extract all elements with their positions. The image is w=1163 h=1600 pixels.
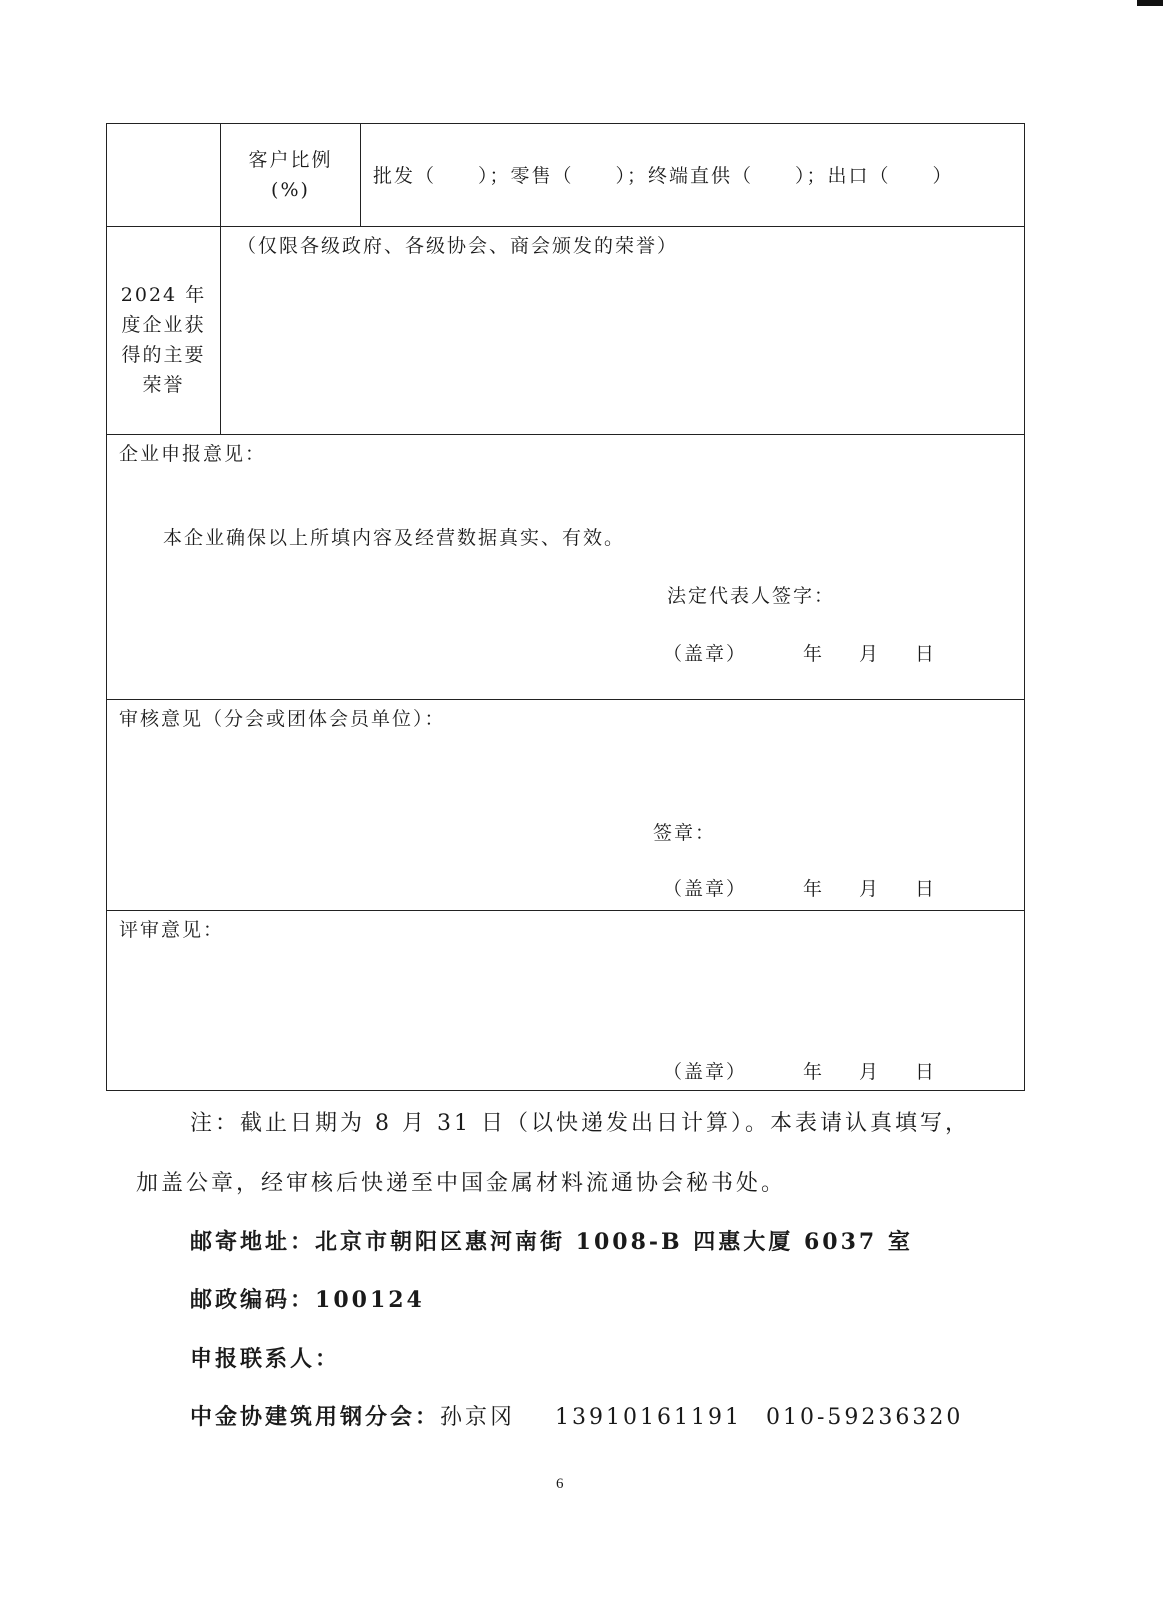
review-signature-label: 签章： xyxy=(653,822,717,845)
enterprise-year-label: 年 xyxy=(803,643,825,666)
page-number: 6 xyxy=(556,1476,564,1492)
honors-field[interactable] xyxy=(221,226,1025,435)
honors-label-line2: 度企业获 xyxy=(121,314,206,337)
evaluation-month-label: 月 xyxy=(859,1060,881,1083)
review-opinion-row xyxy=(107,700,1025,911)
enterprise-opinion-cell[interactable] xyxy=(107,435,1025,700)
application-form-table xyxy=(106,123,1025,1091)
note-line-1: 注：截止日期为 8 月 31 日（以快递发出日计算）。本表请认真填写， xyxy=(190,1111,970,1136)
enterprise-statement: 本企业确保以上所填内容及经营数据真实、有效。 xyxy=(163,527,626,550)
customer-ratio-field[interactable] xyxy=(361,124,1025,227)
enterprise-opinion-row xyxy=(107,435,1025,700)
branch-phone: 010-59236320 xyxy=(766,1405,964,1430)
enterprise-opinion-title: 企业申报意见： xyxy=(119,443,267,466)
honors-label xyxy=(107,226,221,435)
enterprise-seal-label: （盖章） xyxy=(663,643,748,666)
honors-label-line3: 得的主要 xyxy=(121,344,206,367)
postal-code-value: 100124 xyxy=(315,1287,425,1313)
evaluation-opinion-title: 评审意见： xyxy=(119,918,225,941)
branch-mobile: 13910161191 xyxy=(555,1405,742,1430)
evaluation-year-label: 年 xyxy=(803,1060,825,1083)
customer-ratio-value: 批发（ ）；零售（ ）；终端直供（ ）；出口（ ） xyxy=(373,165,954,188)
honors-label-line1: 2024 年 xyxy=(120,284,207,307)
evaluation-seal-label: （盖章） xyxy=(663,1060,748,1083)
empty-category-cell xyxy=(107,124,221,227)
mailing-address xyxy=(190,1225,913,1256)
evaluation-opinion-cell[interactable] xyxy=(107,910,1025,1090)
enterprise-month-label: 月 xyxy=(859,643,881,666)
branch-contact-name: 孙京冈 xyxy=(440,1405,516,1430)
review-opinion-title: 审核意见（分会或团体会员单位）： xyxy=(119,708,446,731)
customer-ratio-label xyxy=(221,124,361,227)
review-year-label: 年 xyxy=(803,878,825,901)
review-month-label: 月 xyxy=(859,878,881,901)
branch-label: 中金协建筑用钢分会： xyxy=(190,1404,441,1430)
review-opinion-cell[interactable] xyxy=(107,700,1025,911)
note-line-2: 加盖公章，经审核后快递至中国金属材料流通协会秘书处。 xyxy=(136,1171,787,1196)
evaluation-day-label: 日 xyxy=(915,1060,937,1083)
review-day-label: 日 xyxy=(915,878,937,901)
postal-code-label: 邮政编码： xyxy=(190,1287,316,1313)
customer-ratio-row xyxy=(107,124,1025,227)
mailing-address-value: 北京市朝阳区惠河南街 1008-B 四惠大厦 6037 室 xyxy=(315,1229,913,1255)
postal-code xyxy=(190,1283,425,1314)
honors-label-line4: 荣誉 xyxy=(142,374,185,397)
contact-person-label: 申报联系人： xyxy=(190,1346,341,1372)
evaluation-opinion-row xyxy=(107,910,1025,1090)
enterprise-day-label: 日 xyxy=(915,643,937,666)
scan-corner-mark xyxy=(1137,0,1163,6)
customer-ratio-label-line2: (%) xyxy=(271,178,310,201)
honors-row xyxy=(107,226,1025,435)
customer-ratio-label-line1: 客户比例 xyxy=(248,148,333,171)
honors-note: （仅限各级政府、各级协会、商会颁发的荣誉） xyxy=(237,234,679,257)
legal-rep-signature-label: 法定代表人签字： xyxy=(667,585,836,608)
branch-contact-line xyxy=(190,1400,963,1431)
mailing-address-label: 邮寄地址： xyxy=(190,1229,316,1255)
review-seal-label: （盖章） xyxy=(663,878,748,901)
